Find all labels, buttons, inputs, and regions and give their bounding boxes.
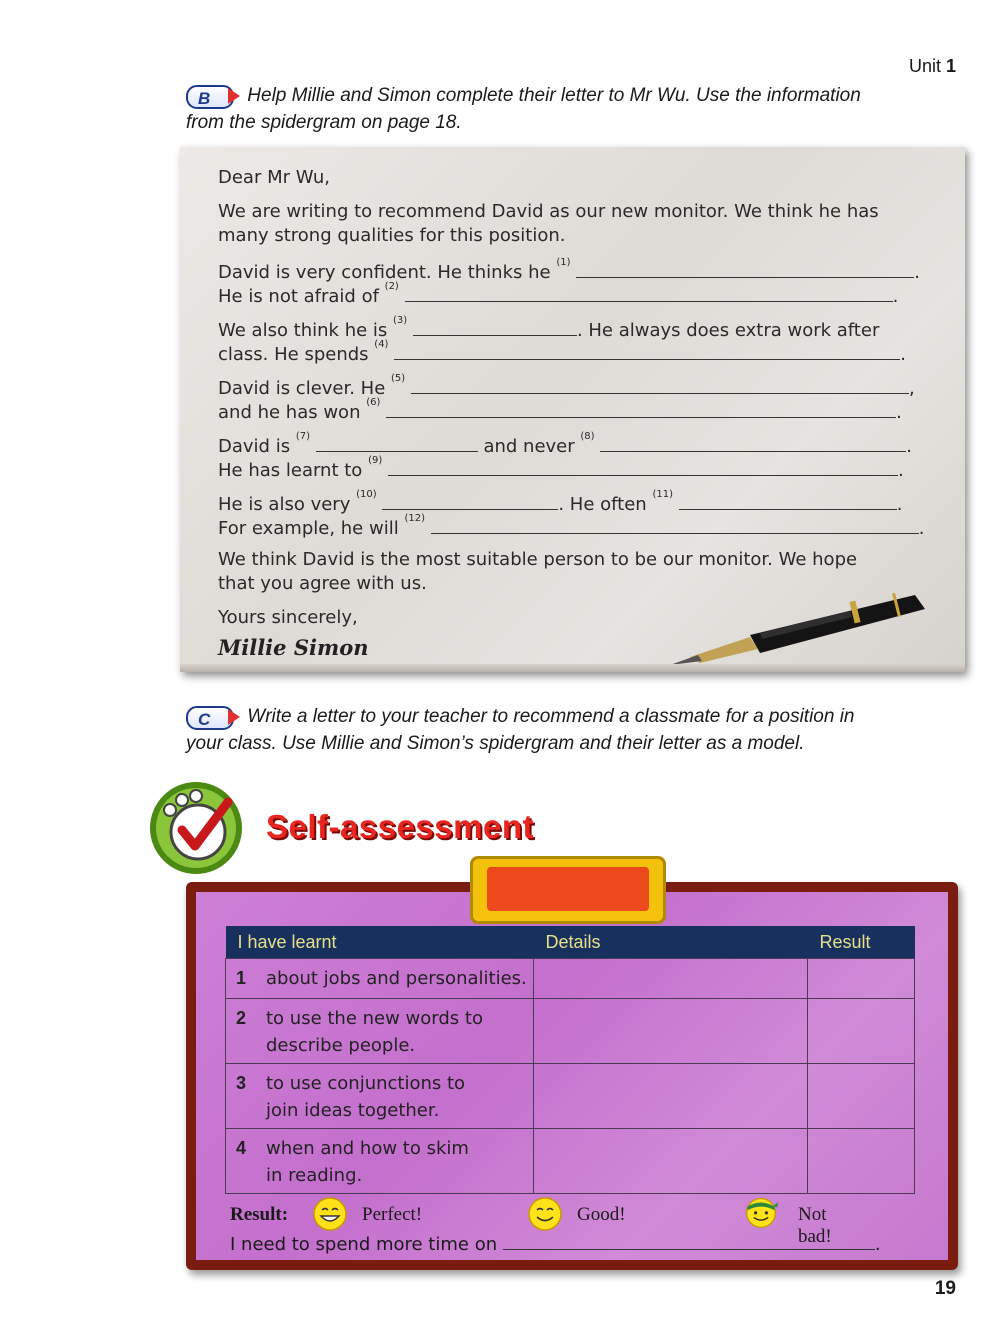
need-more-time-line: I need to spend more time on . — [230, 1231, 881, 1255]
assessment-table — [225, 926, 915, 1194]
letter-line-9: He is also very $^{(10)}$ . He often $^{(11)}$ . — [218, 489, 903, 515]
result-label: Result: — [230, 1204, 289, 1225]
table-row — [226, 959, 915, 999]
col-header-result: Result — [808, 926, 915, 959]
letter-line-1: David is very confident. He thinks he $^{(1)}$ . — [218, 257, 920, 283]
blank-12[interactable] — [431, 515, 919, 534]
blank-9[interactable] — [388, 457, 898, 476]
page-number: 19 — [934, 1278, 956, 1299]
letter-text: We think David is the most suitable person to be our monitor. We hope — [218, 549, 858, 570]
table-row — [226, 999, 915, 1064]
letter-line-8: He has learnt to $^{(9)}$ . — [218, 455, 904, 481]
section-b-instruction: B Help Millie and Simon complete their letter to Mr Wu. Use the information from the spidergram on page 18. — [186, 85, 861, 133]
blank-6[interactable] — [386, 399, 896, 418]
result-cell[interactable] — [808, 1064, 915, 1129]
result-cell[interactable] — [808, 1129, 915, 1194]
details-cell[interactable] — [534, 999, 808, 1064]
learnt-cell: 4 when and how to skim in reading. — [226, 1129, 534, 1194]
letter-greeting: Dear Mr Wu, — [218, 167, 331, 188]
blank-8[interactable] — [600, 433, 906, 452]
letter-signoff: Yours sincerely, — [218, 607, 358, 628]
rating-perfect: Perfect! — [362, 1204, 423, 1225]
fountain-pen-icon — [560, 587, 930, 667]
learnt-cell: 3 to use conjunctions to join ideas together. — [226, 1064, 534, 1129]
blank-3[interactable] — [413, 317, 577, 336]
letter-text: that you agree with us. — [218, 573, 427, 594]
checkmark-logo-icon — [148, 780, 244, 876]
section-b-badge: B — [186, 85, 242, 107]
letter-line-3: We also think he is $^{(3)}$ . He always does extra work after — [218, 315, 880, 341]
blank-10[interactable] — [382, 491, 558, 510]
play-arrow-icon — [228, 709, 240, 725]
table-row — [226, 1129, 915, 1194]
letter-line-2: He is not afraid of $^{(2)}$ . — [218, 281, 899, 307]
letter-line-10: For example, he will $^{(12)}$ . — [218, 513, 925, 539]
need-more-time-blank[interactable] — [503, 1231, 875, 1250]
table-row — [226, 1064, 915, 1129]
learnt-cell: 1 about jobs and personalities. — [226, 959, 534, 999]
learnt-cell: 2 to use the new words to describe people. — [226, 999, 534, 1064]
blank-7[interactable] — [316, 433, 478, 452]
result-cell[interactable] — [808, 959, 915, 999]
letter-paper — [180, 147, 965, 672]
col-header-details: Details — [534, 926, 808, 959]
details-cell[interactable] — [534, 1129, 808, 1194]
blank-5[interactable] — [411, 375, 909, 394]
not-bad-face-icon — [743, 1194, 779, 1230]
rating-good: Good! — [577, 1204, 626, 1225]
board-tab — [470, 856, 666, 924]
play-arrow-icon — [228, 88, 240, 104]
letter-text: We are writing to recommend David as our new monitor. We think he has — [218, 201, 879, 222]
section-c-instruction: C Write a letter to your teacher to recommend a classmate for a position in your class. Use Millie and Simon’s spidergram and their letter as a model. — [186, 706, 855, 754]
rating-not-bad: Not bad! — [798, 1204, 832, 1247]
blank-2[interactable] — [405, 283, 893, 302]
self-assessment-title: Self-assessment — [266, 808, 534, 845]
blank-4[interactable] — [394, 341, 900, 360]
details-cell[interactable] — [534, 1064, 808, 1129]
blank-11[interactable] — [679, 491, 897, 510]
section-c-badge: C — [186, 706, 242, 728]
letter-line-4: class. He spends $^{(4)}$ . — [218, 339, 906, 365]
letter-line-5: David is clever. He $^{(5)}$ , — [218, 373, 915, 399]
perfect-face-icon — [312, 1196, 348, 1232]
blank-1[interactable] — [576, 259, 914, 278]
letter-signature: Millie Simon — [218, 635, 369, 660]
letter-text: many strong qualities for this position. — [218, 225, 566, 246]
letter-line-6: and he has won $^{(6)}$ . — [218, 397, 902, 423]
good-face-icon — [527, 1196, 563, 1232]
letter-line-7: David is $^{(7)}$ and never $^{(8)}$ . — [218, 431, 913, 457]
details-cell[interactable] — [534, 959, 808, 999]
unit-label: Unit 1 — [908, 56, 956, 76]
col-header-learnt: I have learnt — [226, 926, 534, 959]
result-cell[interactable] — [808, 999, 915, 1064]
